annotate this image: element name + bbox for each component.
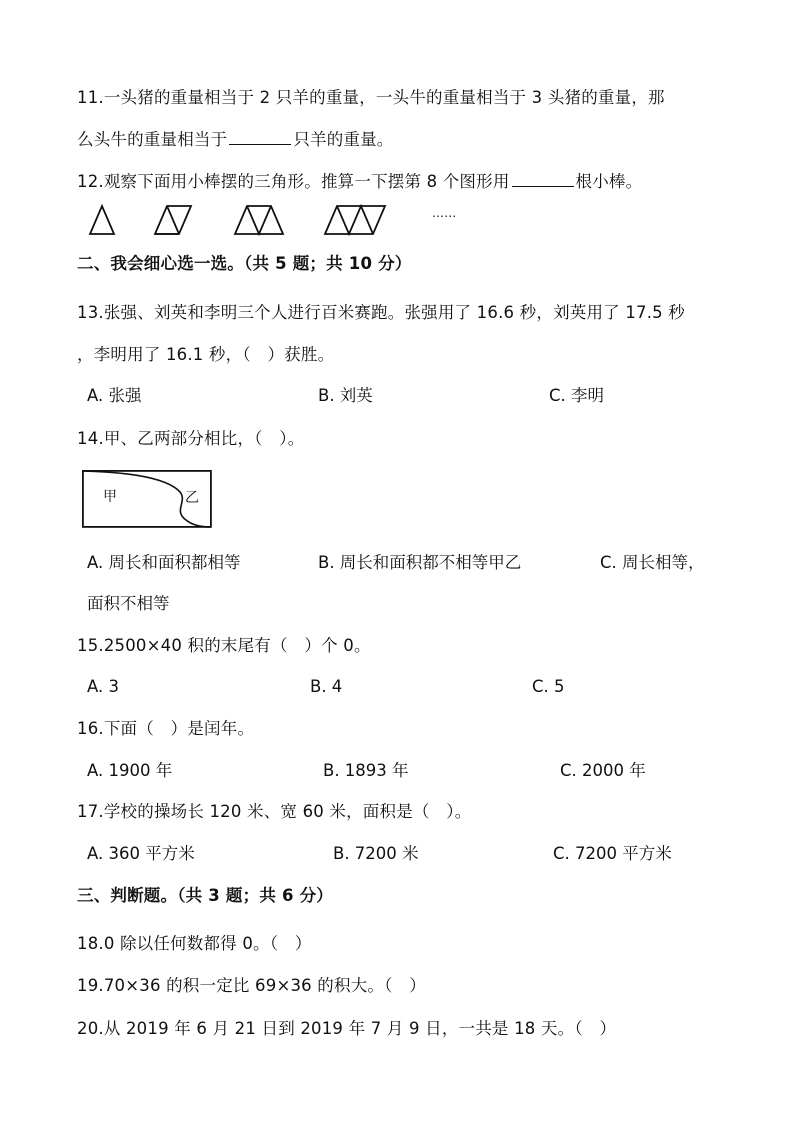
q14-option-c[interactable]: C. 周长相等，	[600, 553, 705, 572]
q11-line2	[77, 128, 394, 152]
section-3-heading: 三、判断题。（共 3 题；共 6 分）	[77, 886, 333, 905]
q13-option-c[interactable]: C. 李明	[549, 386, 605, 405]
q17-option-a[interactable]: A. 360 平方米	[87, 844, 195, 863]
q14-label-jia: 甲	[103, 489, 118, 505]
q16-question: 16.下面（ ）是闰年。	[77, 719, 255, 738]
q17-option-c[interactable]: C. 7200 平方米	[553, 844, 672, 863]
q12-text-a: 12.观察下面用小棒摆的三角形。推算一下摆第 8 个图形用	[77, 172, 510, 191]
q14-question: 14.甲、乙两部分相比，（ ）。	[77, 429, 305, 448]
q15-question: 15.2500×40 积的末尾有（ ）个 0。	[77, 636, 371, 655]
q19-statement: 19.70×36 的积一定比 69×36 的积大。（ ）	[77, 976, 426, 995]
figure-2-two-triangles	[155, 206, 191, 234]
q12-ellipsis: ……	[432, 206, 457, 220]
q13-line1: 13.张强、刘英和李明三个人进行百米赛跑。张强用了 16.6 秒，刘英用了 17.5 秒	[77, 303, 685, 322]
q16-option-b[interactable]: B. 1893 年	[323, 761, 409, 780]
q12-text-b: 根小棒。	[575, 172, 643, 191]
q14-option-c-continued: 面积不相等	[87, 594, 170, 613]
q18-statement: 18.0 除以任何数都得 0。（ ）	[77, 934, 312, 953]
q16-option-c[interactable]: C. 2000 年	[560, 761, 646, 780]
q11-text-a: 么头牛的重量相当于	[77, 130, 228, 149]
q15-option-c[interactable]: C. 5	[532, 677, 565, 696]
q14-label-yi: 乙	[185, 490, 200, 506]
q14-option-b[interactable]: B. 周长和面积都不相等甲乙	[318, 553, 522, 572]
q12-answer-blank[interactable]	[512, 170, 574, 187]
q12-triangle-sequence-figure	[85, 200, 485, 240]
figure-4-four-triangles	[325, 206, 385, 234]
q12-question	[77, 170, 642, 194]
q15-option-b[interactable]: B. 4	[310, 677, 343, 696]
q16-option-a[interactable]: A. 1900 年	[87, 761, 173, 780]
q13-option-a[interactable]: A. 张强	[87, 386, 142, 405]
figure-3-three-triangles	[235, 206, 283, 234]
q20-statement: 20.从 2019 年 6 月 21 日到 2019 年 7 月 9 日，一共是 18 天。（ ）	[77, 1019, 617, 1038]
q17-option-b[interactable]: B. 7200 米	[333, 844, 419, 863]
figure-1-one-triangle	[90, 206, 114, 234]
q14-option-a[interactable]: A. 周长和面积都相等	[87, 553, 241, 572]
section-2-heading: 二、我会细心选一选。（共 5 题；共 10 分）	[77, 254, 412, 273]
q13-option-b[interactable]: B. 刘英	[318, 386, 373, 405]
q11-answer-blank[interactable]	[229, 128, 291, 145]
q15-option-a[interactable]: A. 3	[87, 677, 119, 696]
q11-text-b: 只羊的重量。	[293, 130, 394, 149]
q11-line1: 11.一头猪的重量相当于 2 只羊的重量，一头牛的重量相当于 3 头猪的重量，那	[77, 88, 665, 107]
q13-line2: ，李明用了 16.1 秒，（ ）获胜。	[77, 345, 335, 364]
q17-question: 17.学校的操场长 120 米、宽 60 米，面积是（ ）。	[77, 802, 472, 821]
